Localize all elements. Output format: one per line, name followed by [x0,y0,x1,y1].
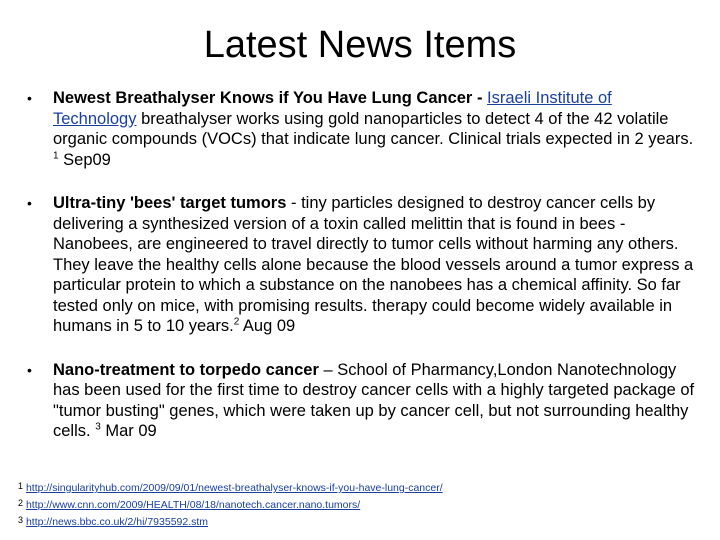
footnote-ref: 1 [53,150,59,161]
news-headline: Ultra-tiny 'bees' target tumors [53,194,287,212]
footnote [18,496,708,513]
bullet-icon: • [27,195,32,211]
news-body: - tiny particles designed to destroy cancer cells by delivering a synthesized version of a toxin called melittin that is found in bees - Nanobees, are engineered to travel directly to tumor cells without harming any others. They leave the healthy cells alone because the blood vessels around a tumor express a particular protein to which a substance on the nanobees has a chemical affinity. So far tested only on mice, with promising results. therapy could become widely available in humans in 5 to 10 years. [53,194,694,335]
footnote-number: 2 [18,498,24,508]
news-item [25,193,695,337]
footnote [18,513,708,530]
footnote-ref: 2 [233,316,240,328]
news-item [25,360,695,442]
institute-link[interactable]: Israeli Institute of Technology [53,89,612,128]
news-date: Mar 09 [100,422,157,440]
news-date: Sep09 [58,150,111,169]
news-list [25,88,695,442]
bullet-icon: • [27,361,32,378]
news-headline: Newest Breathalyser Knows if You Have Lung Cancer [53,89,473,107]
news-headline: Nano-treatment to torpedo cancer [53,360,319,379]
page-title: Latest News Items [203,24,517,66]
news-body: breathalyser works using gold nanoparticles to detect 4 of the 42 volatile organic compounds (VOCs) that indicate lung cancer. Clinical trials expected in 2 years. [53,109,694,148]
news-date: Aug 09 [239,317,296,335]
footnote [18,479,708,496]
news-body: – School of Pharmancy,London Nanotechnology has been used for the first time to destroy cancer cells with a highly targeted package of "tumor busting" genes, which were taken up by cancer cell, but not surrounding healthy cells. [53,360,695,440]
footnote-ref: 3 [95,421,101,433]
headline-separator: - [472,89,488,107]
footnote-number: 3 [18,515,24,525]
footnote-number: 1 [18,481,24,491]
footnote-link[interactable]: http://www.cnn.com/2009/HEALTH/08/18/nanotech.cancer.nano.tumors/ [25,499,361,511]
news-item [25,88,695,170]
footnotes [18,479,708,530]
footnote-link[interactable]: http://news.bbc.co.uk/2/hi/7935592.stm [25,516,209,528]
bullet-icon: • [27,90,32,106]
footnote-link[interactable]: http://singularityhub.com/2009/09/01/newest-breathalyser-knows-if-you-have-lung-cancer/ [25,482,443,494]
